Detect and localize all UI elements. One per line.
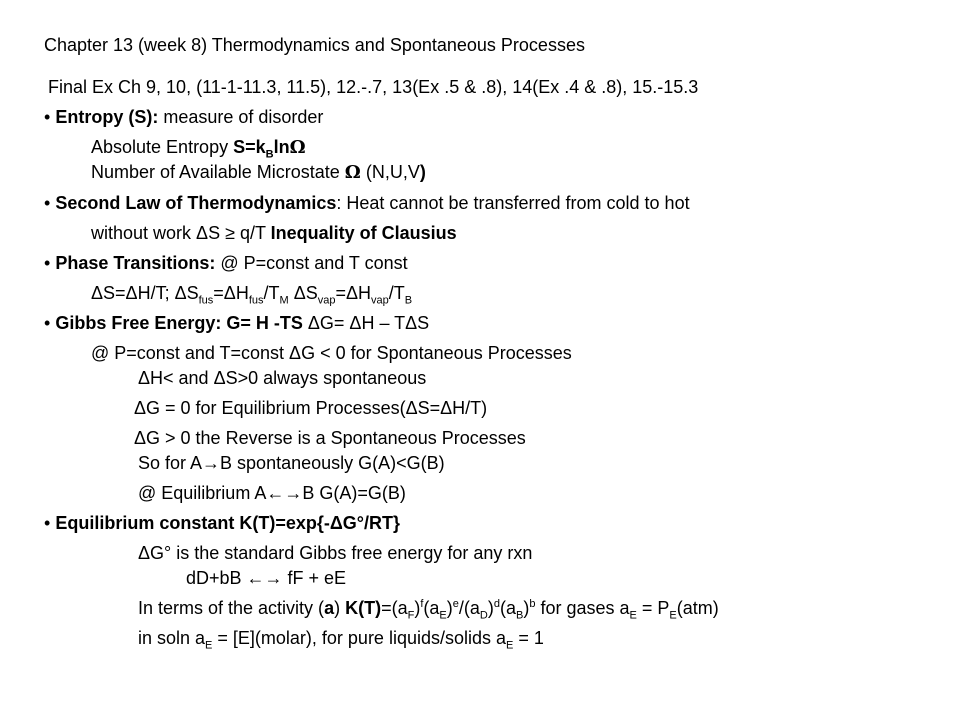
text-part: K(T) — [345, 598, 382, 618]
text-part: ) — [523, 598, 530, 618]
final-exam-line: Final Ex Ch 9, 10, (11-1-11.3, 11.5), 12.-.7, 13(Ex .5 & .8), 14(Ex .4 & .8), 15.-15.3 — [48, 77, 699, 97]
microstate-line — [91, 161, 426, 184]
bullet: • — [44, 513, 51, 533]
second-law-cont-line — [91, 222, 457, 244]
microstate-label: Number of Available Microstate — [91, 162, 345, 182]
equilibrium-line — [44, 512, 400, 534]
second-law-text: : Heat cannot be transferred from cold to hot — [336, 193, 690, 213]
omega-symbol: Ω — [344, 162, 361, 183]
eq-part: /T — [388, 283, 405, 303]
text-sub: D — [479, 609, 488, 622]
microstate-close: ) — [419, 162, 426, 182]
bullet: • — [44, 253, 51, 273]
gibbs-line-6: @ Equilibrium A←→B G(A)=G(B) — [138, 483, 406, 503]
text-part: (atm) — [676, 598, 719, 618]
text-part: in soln a — [138, 628, 206, 648]
text-part: /(a — [458, 598, 480, 618]
eq-sub: M — [279, 294, 289, 307]
entropy-bullet-line — [44, 106, 323, 128]
eq-part: /T — [263, 283, 280, 303]
second-law-line — [44, 192, 690, 214]
text-part: = 1 — [513, 628, 544, 648]
gibbs-line-1: @ P=const and T=const ΔG < 0 for Spontaneous Processes — [91, 343, 572, 363]
absolute-entropy-line — [91, 136, 306, 159]
text-part: ) — [446, 598, 453, 618]
text-part: (a — [499, 598, 516, 618]
equilibrium-line-3 — [138, 597, 719, 622]
eq-sub: vap — [371, 294, 389, 307]
eq-part: ΔS=ΔH/T; ΔS — [91, 283, 199, 303]
clausius-inequality: ΔS ≥ q/T — [196, 223, 271, 243]
text-sub: E — [205, 639, 213, 652]
gibbs-line-2: ΔH< and ΔS>0 always spontaneous — [138, 368, 427, 388]
eq-part: =ΔH — [335, 283, 372, 303]
equilibrium-head: Equilibrium constant K(T)=exp{-ΔG°/RT} — [55, 513, 400, 533]
text-sub: B — [515, 609, 524, 622]
equilibrium-line-2: dD+bB ←→ fF + eE — [186, 568, 347, 588]
bullet: • — [44, 313, 51, 333]
text-part: a — [324, 598, 335, 618]
equilibrium-line-4 — [138, 627, 544, 652]
text-sup: b — [529, 598, 536, 610]
text-part: ) — [487, 598, 494, 618]
text-sub: E — [506, 639, 514, 652]
phase-equations-line — [91, 282, 413, 307]
absolute-entropy-formula — [233, 137, 306, 161]
entropy-desc: measure of disorder — [158, 107, 324, 127]
eq-sub: B — [404, 294, 413, 307]
text-part: (a — [423, 598, 440, 618]
gibbs-line — [44, 312, 429, 334]
eq-sub: fus — [198, 294, 214, 307]
text-part: ) — [414, 598, 421, 618]
gibbs-head: Gibbs Free Energy: G= H -TS — [55, 313, 303, 333]
text-part: =(a — [381, 598, 408, 618]
clausius-label: Inequality of Clausius — [270, 223, 457, 243]
microstate-vars: (N,U,V — [360, 162, 420, 182]
text-sup: e — [452, 598, 459, 610]
eq-sub: fus — [248, 294, 264, 307]
eq-sub: vap — [317, 294, 336, 307]
gibbs-line-3: ΔG = 0 for Equilibrium Processes(ΔS=ΔH/T) — [134, 398, 488, 418]
formula-sub: B — [265, 148, 274, 161]
text-part: ) — [334, 598, 346, 618]
phase-line — [44, 252, 408, 274]
gibbs-line-4: ΔG > 0 the Reverse is a Spontaneous Processes — [134, 428, 526, 448]
slide-title: Chapter 13 (week 8) Thermodynamics and Spontaneous Processes — [44, 35, 585, 55]
formula-part: ln — [273, 137, 290, 157]
text-sub: E — [669, 609, 677, 622]
text-part: = P — [636, 598, 670, 618]
equilibrium-line-1: ΔG° is the standard Gibbs free energy for any rxn — [138, 543, 533, 563]
text-sub: F — [407, 609, 415, 622]
text-sup: f — [420, 598, 424, 610]
text-part: = [E](molar), for pure liquids/solids a — [212, 628, 507, 648]
text-sub: E — [439, 609, 447, 622]
text-sup: d — [493, 598, 500, 610]
bullet: • — [44, 107, 51, 127]
bullet: • — [44, 193, 51, 213]
eq-part: ΔS — [288, 283, 318, 303]
omega-symbol: Ω — [289, 137, 306, 158]
eq-part: =ΔH — [213, 283, 249, 303]
phase-head: Phase Transitions: — [55, 253, 221, 273]
phase-cond: @ P=const and T const — [220, 253, 408, 273]
absolute-entropy-label: Absolute Entropy — [91, 137, 234, 157]
gibbs-line-5: So for A→B spontaneously G(A)<G(B) — [138, 453, 445, 473]
formula-part: S=k — [233, 137, 266, 157]
second-law-text2: without work — [91, 223, 197, 243]
text-sub: E — [629, 609, 637, 622]
second-law-head: Second Law of Thermodynamics — [55, 193, 337, 213]
entropy-head: Entropy (S): — [55, 107, 159, 127]
text-part: for gases a — [535, 598, 630, 618]
gibbs-eq: ΔG= ΔH – TΔS — [302, 313, 430, 333]
text-part: In terms of the activity ( — [138, 598, 325, 618]
